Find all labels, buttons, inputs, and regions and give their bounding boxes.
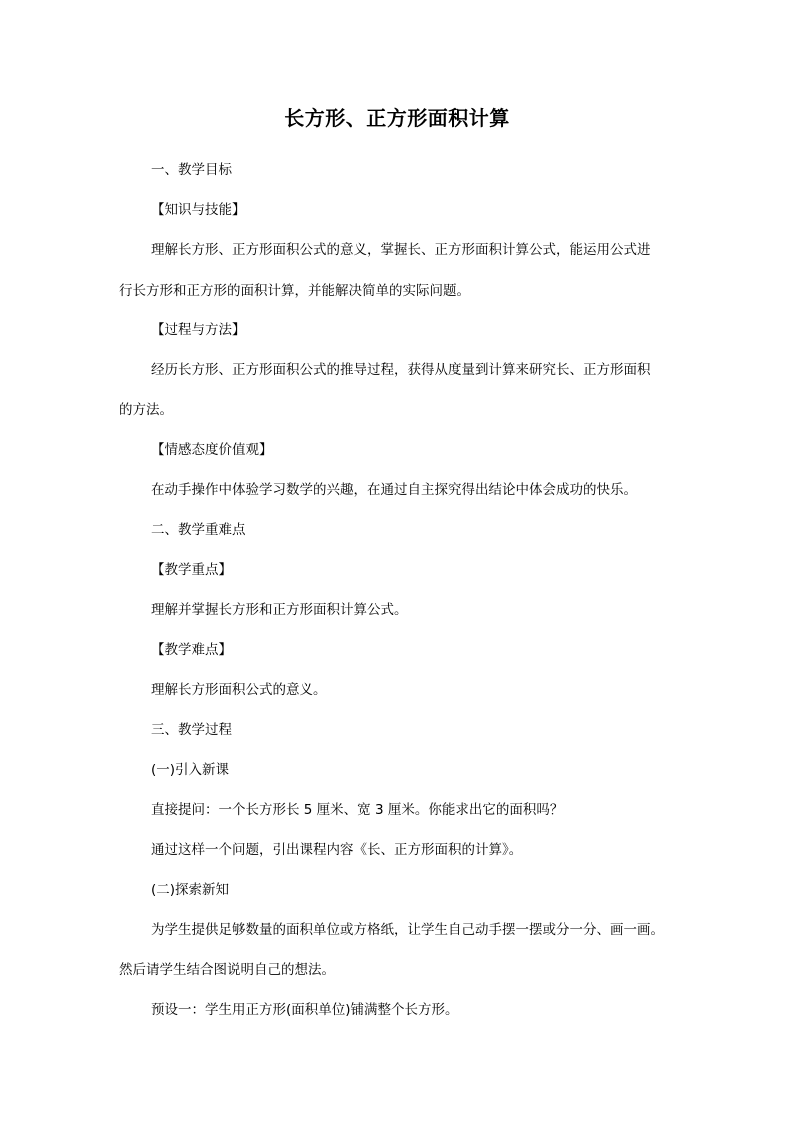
subheading-process-methods: 【过程与方法】: [151, 322, 246, 338]
paragraph-line: 直接提问：一个长方形长 5 厘米、宽 3 厘米。你能求出它的面积吗？: [151, 802, 564, 818]
subheading-difficulty: 【教学难点】: [151, 642, 232, 658]
document-title: 长方形、正方形面积计算: [284, 106, 510, 130]
subheading-explore: (二)探索新知: [151, 882, 230, 898]
paragraph-line: 行长方形和正方形的面积计算，并能解决简单的实际问题。: [119, 283, 470, 299]
subheading-attitudes-values: 【情感态度价值观】: [151, 442, 273, 458]
subheading-knowledge-skills: 【知识与技能】: [151, 202, 246, 218]
subheading-focus: 【教学重点】: [151, 562, 232, 578]
paragraph-line: 为学生提供足够数量的面积单位或方格纸，让学生自己动手摆一摆或分一分、画一画。: [151, 922, 664, 938]
paragraph-line: 经历长方形、正方形面积公式的推导过程，获得从度量到计算来研究长、正方形面积: [151, 362, 651, 378]
paragraph-line: 理解并掌握长方形和正方形面积计算公式。: [151, 602, 408, 618]
section-heading-process: 三、教学过程: [151, 722, 232, 738]
paragraph-line: 在动手操作中体验学习数学的兴趣，在通过自主探究得出结论中体会成功的快乐。: [151, 482, 637, 498]
section-heading-key-points: 二、教学重难点: [151, 522, 246, 538]
section-heading-objectives: 一、教学目标: [151, 162, 232, 178]
paragraph-line: 通过这样一个问题，引出课程内容《长、正方形面积的计算》。: [151, 842, 523, 858]
paragraph-line: 理解长方形面积公式的意义。: [151, 682, 327, 698]
paragraph-line: 的方法。: [119, 402, 173, 418]
paragraph-line: 理解长方形、正方形面积公式的意义，掌握长、正方形面积计算公式，能运用公式进: [151, 242, 651, 258]
subheading-introduction: (一)引入新课: [151, 762, 230, 778]
paragraph-line: 预设一：学生用正方形(面积单位)铺满整个长方形。: [151, 1002, 459, 1018]
paragraph-line: 然后请学生结合图说明自己的想法。: [119, 962, 335, 978]
